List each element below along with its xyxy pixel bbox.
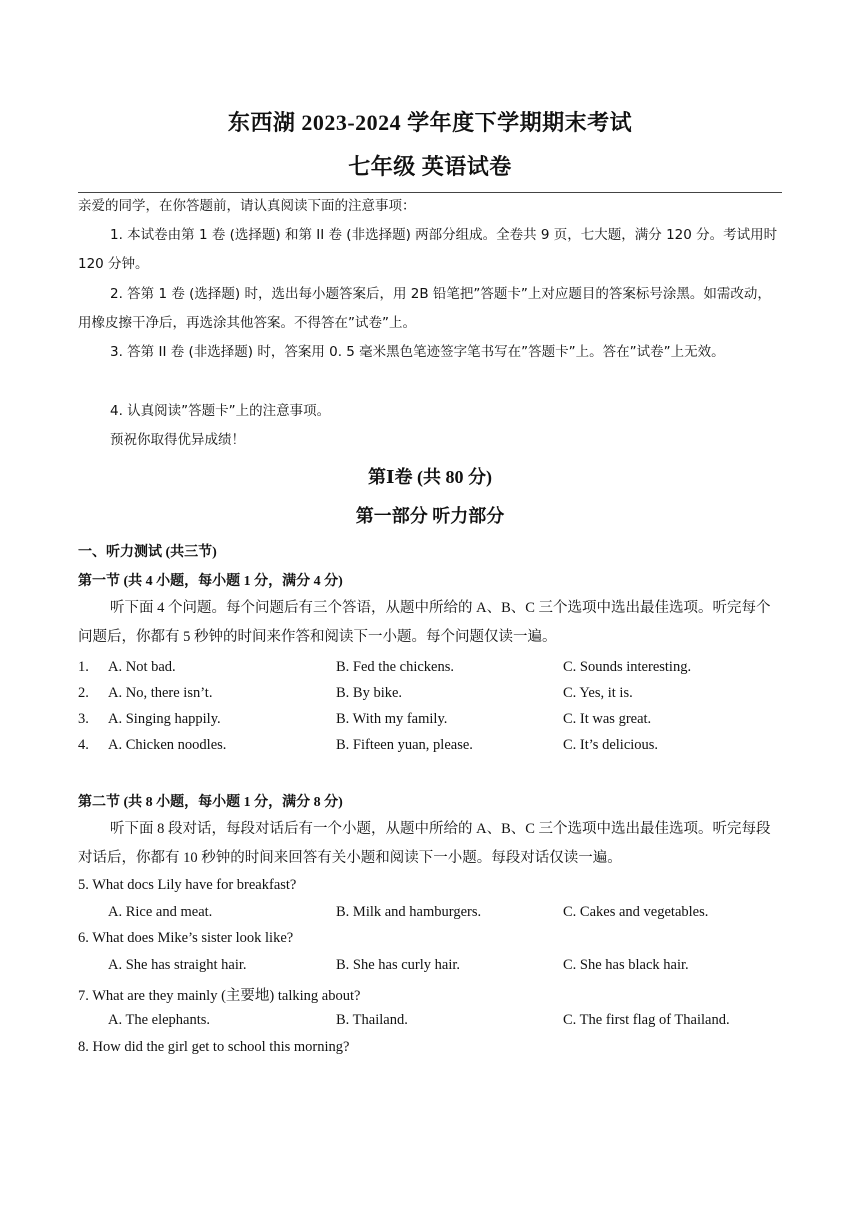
notice-item-1: 1. 本试卷由第 1 卷 (选择题) 和第 II 卷 (非选择题) 两部分组成。全卷共 9 页，七大题，满分 120 分。考试用时 120 分钟。 xyxy=(78,227,778,272)
option-c: C. It’s delicious. xyxy=(563,737,659,753)
question-row xyxy=(78,737,782,759)
volume-title: 第Ⅰ卷 (共 80 分) xyxy=(368,467,492,487)
option-c: C. The first flag of Thailand. xyxy=(563,1012,730,1028)
question-number: 3. xyxy=(78,711,89,727)
question-text: 7. What are they mainly (主要地) talking about? xyxy=(78,988,361,1004)
option-c: C. She has black hair. xyxy=(563,957,689,973)
option-a: A. Not bad. xyxy=(108,659,176,675)
option-b: B. Thailand. xyxy=(336,1012,408,1028)
question-stem xyxy=(78,930,782,952)
exam-subtitle: 七年级 英语试卷 xyxy=(348,154,512,179)
question-row xyxy=(78,711,782,733)
option-a: A. Rice and meat. xyxy=(108,904,213,920)
question-text: 6. What does Mike’s sister look like? xyxy=(78,930,294,946)
question-stem xyxy=(78,984,782,1006)
option-b: B. Fifteen yuan, please. xyxy=(336,737,473,753)
exam-title: 东西湖 2023-2024 学年度下学期期末考试 xyxy=(227,110,633,135)
question-stem xyxy=(78,877,782,899)
option-c: C. It was great. xyxy=(563,711,652,727)
option-a: A. Singing happily. xyxy=(108,711,221,727)
section1-heading: 第一节 (共 4 小题，每小题 1 分，满分 4 分) xyxy=(78,574,343,589)
notice-item-4: 4. 认真阅读”答题卡”上的注意事项。 xyxy=(110,403,331,419)
question-row xyxy=(78,685,782,707)
section1-instructions: 听下面 4 个问题。每个问题后有三个答语，从题中所给的 A、B、C 三个选项中选出最佳选项。听完每个问题后，你都有 5 秒钟的时间来作答和阅读下一小题。每个问题仅读一遍。 xyxy=(78,600,771,645)
question-number: 2. xyxy=(78,685,89,701)
notice-intro: 亲爱的同学，在你答题前，请认真阅读下面的注意事项： xyxy=(78,198,416,214)
option-b: B. She has curly hair. xyxy=(336,957,461,973)
option-c: C. Yes, it is. xyxy=(563,685,633,701)
section2-instructions: 听下面 8 段对话，每段对话后有一个小题，从题中所给的 A、B、C 三个选项中选出最佳选项。听完每段对话后，你都有 10 秒钟的时间来回答有关小题和阅读下一小题。每段对话仅读一遍。 xyxy=(78,821,771,866)
notice-item-3: 3. 答第 II 卷 (非选择题) 时，答案用 0. 5 毫米黑色笔迹签字笔书写在”答题卡”上。答在”试卷”上无效。 xyxy=(110,344,725,360)
option-a: A. She has straight hair. xyxy=(108,957,247,973)
option-a: A. Chicken noodles. xyxy=(108,737,227,753)
option-a: A. No, there isn’t. xyxy=(108,685,213,701)
question-number: 4. xyxy=(78,737,89,753)
option-a: A. The elephants. xyxy=(108,1012,211,1028)
question-options xyxy=(78,904,782,926)
question-options xyxy=(78,957,782,979)
option-b: B. By bike. xyxy=(336,685,403,701)
option-b: B. Fed the chickens. xyxy=(336,659,454,675)
listening-heading: 一、听力测试 (共三节) xyxy=(78,545,217,560)
question-options xyxy=(78,1012,782,1034)
option-c: C. Cakes and vegetables. xyxy=(563,904,709,920)
option-c: C. Sounds interesting. xyxy=(563,659,692,675)
question-stem xyxy=(78,1039,782,1061)
notice-wish: 预祝你取得优异成绩！ xyxy=(110,432,245,448)
question-text: 8. How did the girl get to school this morning? xyxy=(78,1039,350,1055)
part-title: 第一部分 听力部分 xyxy=(355,506,505,526)
option-b: B. Milk and hamburgers. xyxy=(336,904,482,920)
question-row xyxy=(78,659,782,681)
question-number: 1. xyxy=(78,659,89,675)
question-text: 5. What docs Lily have for breakfast? xyxy=(78,877,297,893)
section2-heading: 第二节 (共 8 小题，每小题 1 分，满分 8 分) xyxy=(78,795,343,810)
notice-item-2: 2. 答第 1 卷 (选择题) 时，选出每小题答案后，用 2B 铅笔把”答题卡”上对应题目的答案标号涂黑。如需改动，用橡皮擦干净后，再选涂其他答案。不得答在”试卷”上。 xyxy=(78,286,771,331)
option-b: B. With my family. xyxy=(336,711,448,727)
